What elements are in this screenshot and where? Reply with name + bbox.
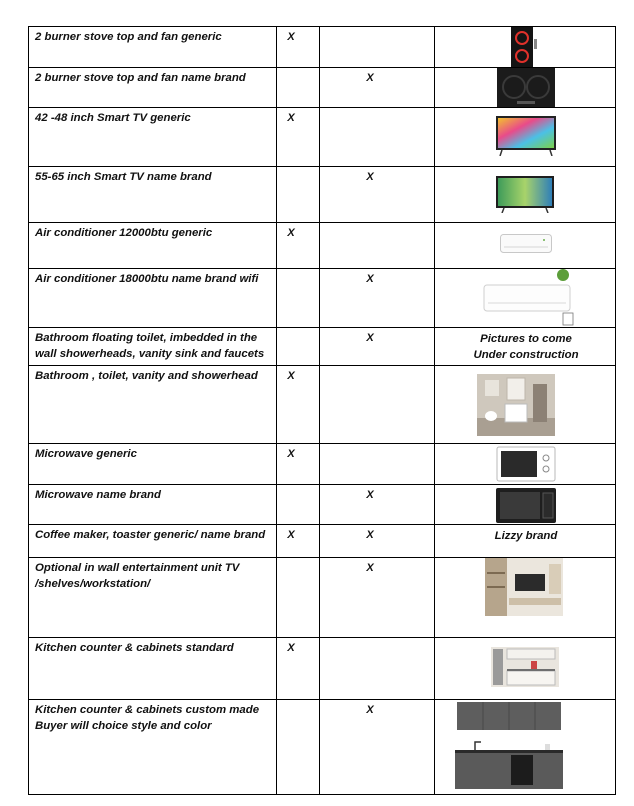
image-cell: [435, 485, 616, 525]
table-row: [29, 558, 616, 638]
item-name: Coffee maker, toaster generic/ name brand: [29, 525, 277, 558]
table-row: [29, 525, 616, 558]
brand-mark: X: [366, 72, 374, 84]
image-cell: [435, 269, 616, 328]
image-cell: [435, 223, 616, 269]
image-cell: [435, 27, 616, 68]
brand-mark: X: [366, 704, 374, 716]
image-cell: [435, 558, 616, 638]
entertainment-unit-image: [485, 558, 563, 616]
image-note: Pictures to come Under construction: [473, 333, 579, 361]
brand-mark: X: [366, 489, 374, 501]
table-row: [29, 167, 616, 223]
table-row: [29, 700, 616, 795]
image-cell: [435, 68, 616, 108]
item-name: 2 burner stove top and fan name brand: [29, 68, 277, 108]
air-conditioner-brand-image: [481, 269, 576, 327]
item-name: Air conditioner 12000btu generic: [29, 223, 277, 269]
image-cell: [435, 167, 616, 223]
generic-mark: X: [287, 31, 295, 43]
table-row: [29, 328, 616, 366]
table-row: [29, 68, 616, 108]
item-name: Bathroom , toilet, vanity and showerhead: [29, 366, 277, 444]
microwave-generic-image: [496, 445, 556, 483]
generic-mark: X: [287, 529, 295, 541]
item-name: 42 -48 inch Smart TV generic: [29, 108, 277, 167]
smart-tv-brand-image: [496, 176, 554, 213]
table-row: [29, 638, 616, 700]
generic-mark: X: [287, 642, 295, 654]
air-conditioner-generic-image: [500, 234, 552, 254]
kitchen-custom-image: [455, 702, 565, 790]
image-cell: [435, 108, 616, 167]
item-name: 55-65 inch Smart TV name brand: [29, 167, 277, 223]
item-name: Optional in wall entertainment unit TV /shelves/workstation/: [29, 558, 277, 638]
table-row: [29, 223, 616, 269]
table-row: [29, 485, 616, 525]
generic-mark: X: [287, 227, 295, 239]
kitchen-standard-image: [491, 647, 559, 687]
brand-mark: X: [366, 171, 374, 183]
brand-mark: X: [366, 332, 374, 344]
item-name: Kitchen counter & cabinets standard: [29, 638, 277, 700]
brand-mark: X: [366, 273, 374, 285]
table-row: [29, 444, 616, 485]
brand-mark: X: [366, 529, 374, 541]
image-cell: [435, 638, 616, 700]
brand-mark: X: [366, 562, 374, 574]
image-cell: [435, 366, 616, 444]
image-cell: [435, 444, 616, 485]
table-row: [29, 366, 616, 444]
smart-tv-generic-image: [496, 116, 556, 156]
induction-cooktop-brand-image: [497, 68, 555, 107]
image-note: Lizzy brand: [494, 530, 558, 542]
item-name: 2 burner stove top and fan generic: [29, 27, 277, 68]
image-cell: [435, 525, 616, 558]
features-table: [28, 26, 616, 795]
bathroom-image: [477, 374, 555, 436]
generic-mark: X: [287, 112, 295, 124]
image-cell: [435, 328, 616, 366]
induction-cooktop-generic-image: [511, 27, 537, 67]
microwave-brand-image: [496, 488, 556, 523]
table-row: [29, 108, 616, 167]
table-row: [29, 269, 616, 328]
item-name: Kitchen counter & cabinets custom made Buyer will choice style and color: [29, 700, 277, 795]
generic-mark: X: [287, 370, 295, 382]
item-name: Microwave name brand: [29, 485, 277, 525]
table-row: [29, 27, 616, 68]
item-name: Microwave generic: [29, 444, 277, 485]
item-name: Air conditioner 18000btu name brand wifi: [29, 269, 277, 328]
image-cell: [435, 700, 616, 795]
item-name: Bathroom floating toilet, imbedded in the wall showerheads, vanity sink and faucets: [29, 328, 277, 366]
generic-mark: X: [287, 448, 295, 460]
